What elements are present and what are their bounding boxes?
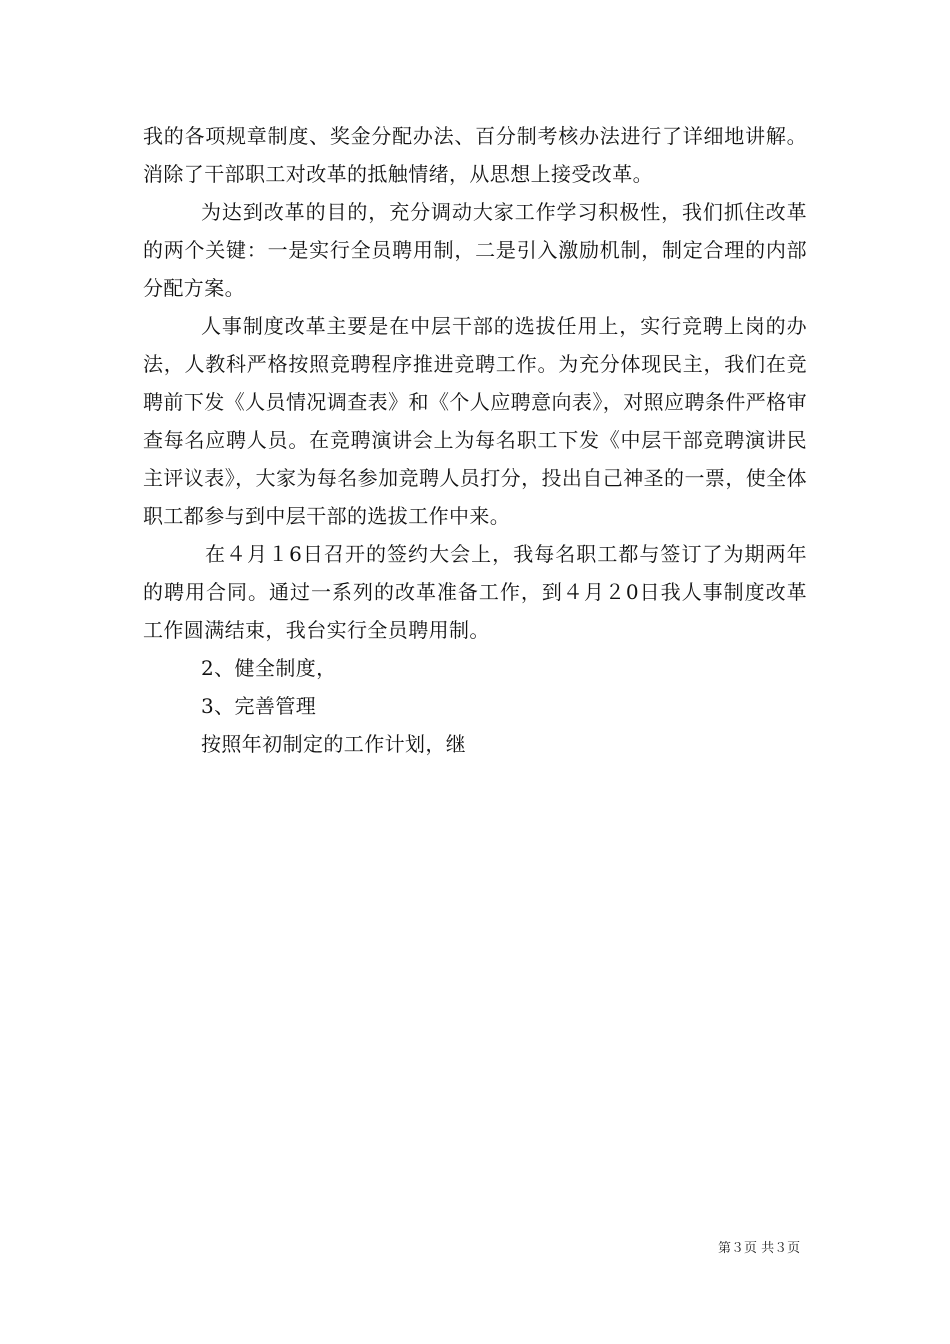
list-item-3: 3、完善管理 (201, 694, 317, 718)
paragraph-4: 在４月１6日召开的签约大会上，我每名职工都与签订了为期两年的聘用合同。通过一系列的改革准备工作，到４月２0日我人事制度改革工作圆满结束，我台实行全员聘用制。 (143, 542, 807, 642)
paragraph-1: 我的各项规章制度、奖金分配办法、百分制考核办法进行了详细地讲解。消除了干部职工对改革的抵触情绪，从思想上接受改革。 (143, 124, 807, 186)
paragraph-3: 人事制度改革主要是在中层干部的选拔任用上，实行竞聘上岗的办法，人教科严格按照竞聘程序推进竞聘工作。为充分体现民主，我们在竞聘前下发《人员情况调查表》和《个人应聘意向表》，对照应聘条件严格审查每名应聘人员。在竞聘演讲会上为每名职工下发《中层干部竞聘演讲民主评议表》，大家为每名参加竞聘人员打分，投出自己神圣的一票，使全体职工都参与到中层干部的选拔工作中来。 (143, 314, 807, 528)
paragraph-5: 按照年初制定的工作计划，继 (201, 732, 467, 756)
list-item-2: 2、健全制度， (201, 656, 337, 680)
page-number-footer: 第３页 共３页 (718, 1241, 801, 1256)
document-body (143, 117, 807, 763)
paragraph-2: 为达到改革的目的，充分调动大家工作学习积极性，我们抓住改革的两个关键：一是实行全员聘用制，二是引入激励机制，制定合理的内部分配方案。 (143, 200, 807, 300)
